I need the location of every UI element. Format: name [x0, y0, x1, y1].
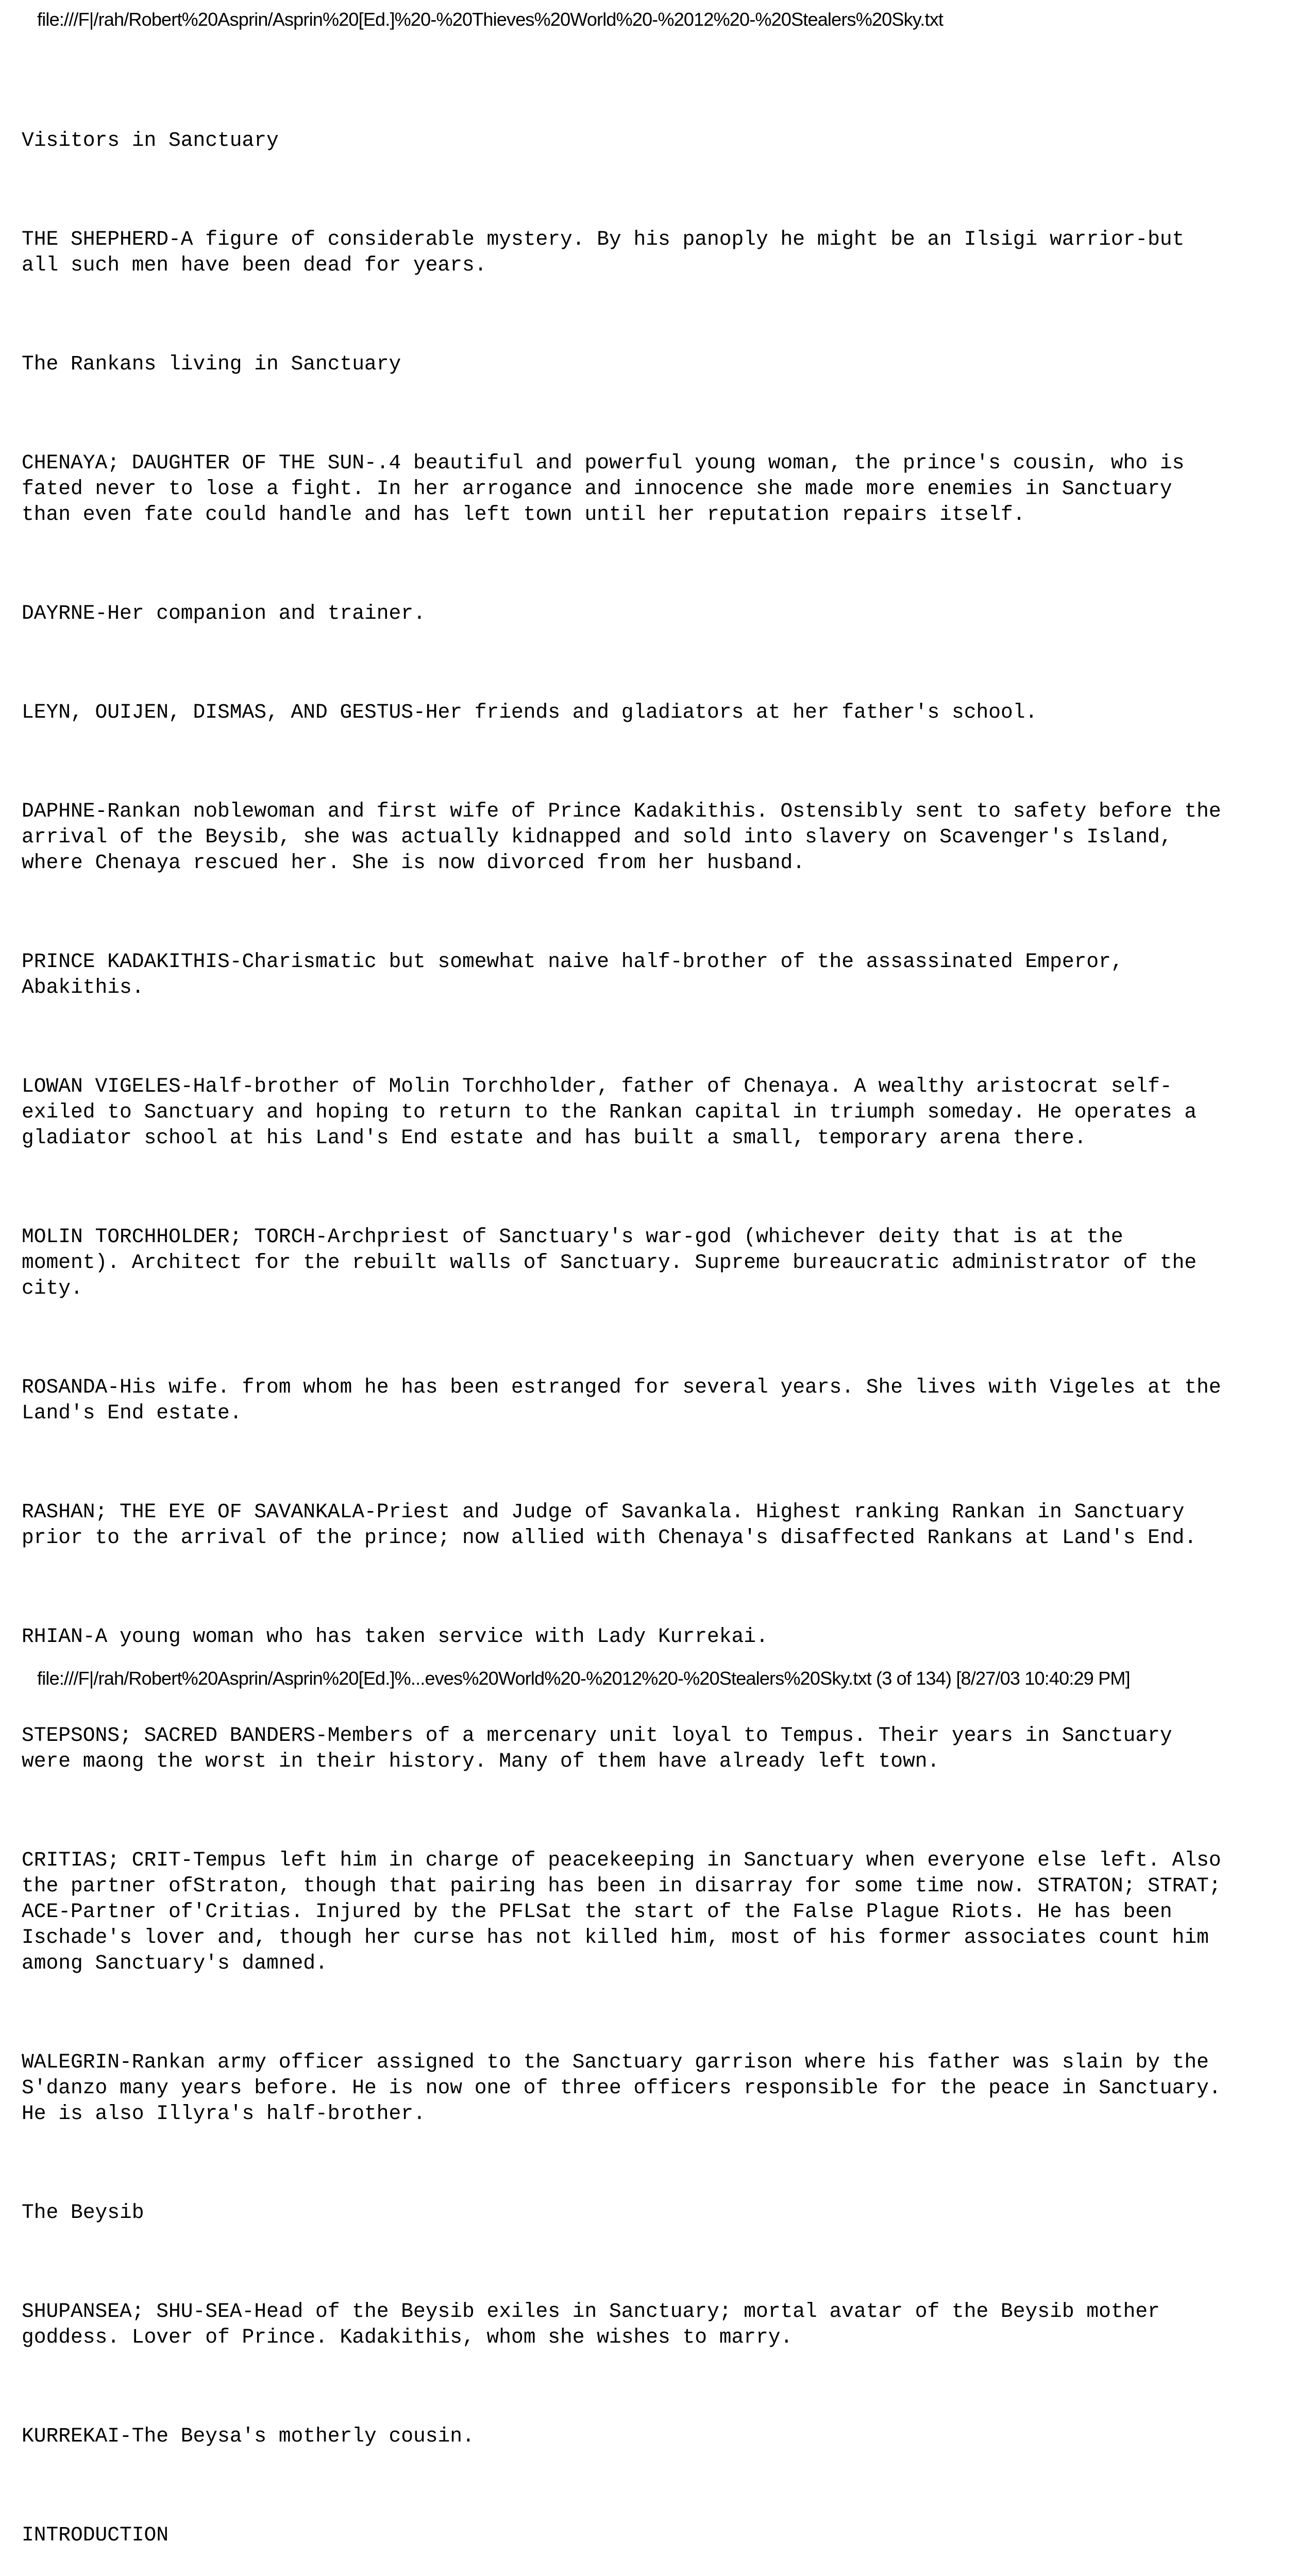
entry-lowan-vigeles: LOWAN VIGELES-Half-brother of Molin Torchholder, father of Chenaya. A wealthy aristocrat self- exiled to Sanctuary and hoping to return to the Rankan capital in triumph someday. He operates a gladiator school at his Land's End estate and has built a small, temporary arena there. — [22, 1075, 1197, 1149]
entry-shupansea: SHUPANSEA; SHU-SEA-Head of the Beysib exiles in Sanctuary; mortal avatar of the Beysib mother goddess. Lover of Prince. Kadakithis, whom she wishes to marry. — [22, 2300, 1160, 2349]
entry-critias-straton: CRITIAS; CRIT-Tempus left him in charge of peacekeeping in Sanctuary when everyone else left. Also the partner ofStraton, though that pairing has been in disarray for some time now. STRATON; STRAT; ACE-Partner of'Critias. Injured by the PFLSat the start of the False Plague Riots. He has been Ischade's lover and, though her curse has not killed him, most of his former associates count him among Sanctuary's damned. — [22, 1849, 1221, 1975]
section-heading-visitors: Visitors in Sanctuary — [22, 129, 279, 152]
entry-prince-kadakithis: PRINCE KADAKITHIS-Charismatic but somewhat naive half-brother of the assassinated Emperor, Abakithis. — [22, 950, 1123, 999]
entry-rosanda: ROSANDA-His wife. from whom he has been estranged for several years. She lives with Vigeles at the Land's End estate. — [22, 1376, 1221, 1425]
chapter-heading-introduction: INTRODUCTION — [22, 2523, 169, 2547]
entry-shepherd: THE SHEPHERD-A figure of considerable mystery. By his panoply he might be an Ilsigi warrior-but all such men have been dead for years. — [22, 228, 1185, 277]
section-heading-rankans: The Rankans living in Sanctuary — [22, 352, 401, 376]
entry-walegrin: WALEGRIN-Rankan army officer assigned to the Sanctuary garrison where his father was slain by the S'danzo many years before. He is now one of three officers responsible for the peace in Sanctuary. He is also Illyra's half-brother. — [22, 2050, 1221, 2125]
entry-daphne: DAPHNE-Rankan noblewoman and first wife of Prince Kadakithis. Ostensibly sent to safety before the arrival of the Beysib, she was actually kidnapped and sold into slavery on Scavenger's Island, where Chenaya rescued her. She is now divorced from her husband. — [22, 800, 1221, 874]
entry-rashan: RASHAN; THE EYE OF SAVANKALA-Priest and Judge of Savankala. Highest ranking Rankan in Sanctuary prior to the arrival of the prince; now allied with Chenaya's disaffected Rankans at Land's End. — [22, 1500, 1197, 1549]
entry-molin-torchholder: MOLIN TORCHHOLDER; TORCH-Archpriest of Sanctuary's war-god (whichever deity that is at the moment). Architect for the rebuilt walls of Sanctuary. Supreme bureaucratic administrator of the city. — [22, 1225, 1197, 1300]
entry-dayrne: DAYRNE-Her companion and trainer. — [22, 602, 426, 625]
entry-stepsons: STEPSONS; SACRED BANDERS-Members of a mercenary unit loyal to Tempus. Their years in Sanctuary were maong the worst in their history. Many of them have already left town. — [22, 1724, 1172, 1773]
entry-chenaya: CHENAYA; DAUGHTER OF THE SUN-.4 beautiful and powerful young woman, the prince's cousin, who is fated never to lose a fight. In her arrogance and innocence she made more enemies in Sanctuary than even fate could handle and has left town until her reputation repairs itself. — [22, 451, 1185, 526]
section-heading-beysib: The Beysib — [22, 2201, 144, 2224]
entry-rhian: RHIAN-A young woman who has taken service with Lady Kurrekai. — [22, 1625, 768, 1648]
document-body — [22, 76, 1294, 2576]
entry-leyn-ouijen-dismas-gestus: LEYN, OUIJEN, DISMAS, AND GESTUS-Her friends and gladiators at her father's school. — [22, 701, 1038, 724]
entry-kurrekai: KURREKAI-The Beysa's motherly cousin. — [22, 2425, 475, 2448]
header-file-path: file:///F|/rah/Robert%20Asprin/Asprin%20[Ed.]%20-%20Thieves%20World%20-%2012%20-%20Stealers%20Sky.txt — [37, 9, 944, 30]
footer-file-path: file:///F|/rah/Robert%20Asprin/Asprin%20[Ed.]%...eves%20World%20-%2012%20-%20Stealers%20Sky.txt (3 of 134) [8/27/03 10:40:29 PM] — [37, 1668, 1130, 1689]
